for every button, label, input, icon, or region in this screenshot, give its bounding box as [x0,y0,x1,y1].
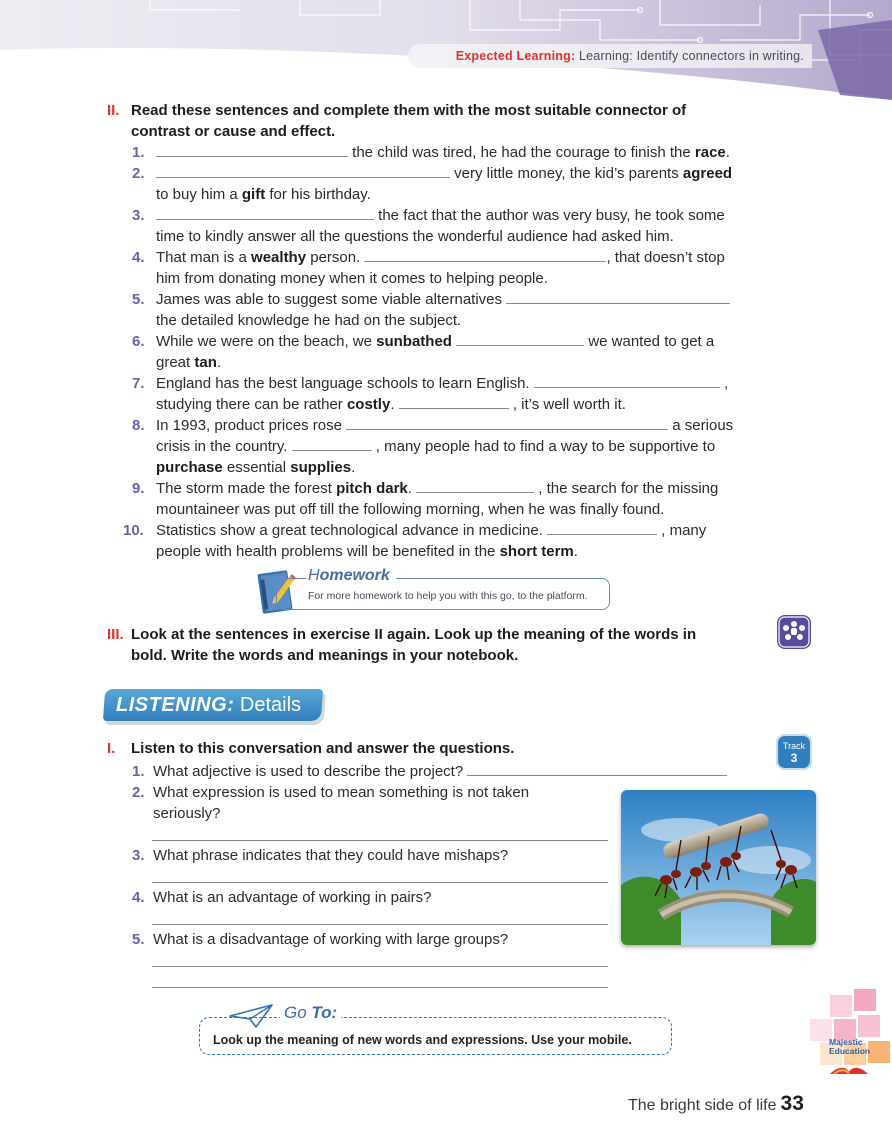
item-text: person. [306,249,361,266]
item-text: mountaineer was put off till the following morning, when he was finally found. [156,501,665,518]
exercise-item-6 [132,331,714,352]
exercise-item-2-cont [156,184,371,205]
question-2 [132,782,529,803]
item-number: 5. [132,291,145,308]
bold-word: tan [194,354,217,371]
question-2-cont [153,803,221,824]
goto-bold: To: [311,1003,338,1022]
item-text: to buy him a [156,186,242,203]
exercise-item-2 [132,163,732,184]
ants-teamwork-photo [621,790,816,945]
item-number: 6. [132,333,145,350]
listening-number: I. [107,740,116,757]
item-text: the child was tired, he had the courage to finish the [352,144,695,161]
item-text: While we were on the beach, we [156,333,377,350]
question-text: What phrase indicates that they could have mishaps? [153,847,509,864]
section-iii-instruction [107,624,696,666]
answer-line-4[interactable] [152,924,608,925]
item-text: The storm made the forest [156,480,337,497]
item-text: great [156,354,195,371]
track-label: Track [782,741,806,751]
answer-blank[interactable] [547,520,657,535]
section-iii-line2: bold. Write the words and meanings in your notebook. [131,647,519,664]
bold-word: short term [499,543,574,560]
exercise-item-1 [132,142,730,163]
answer-blank[interactable] [156,142,348,157]
section-iii-line1: Look at the sentences in exercise II again. Look up the meaning of the words in [131,626,697,643]
item-text: , [723,375,729,392]
item-text: James was able to suggest some viable alternatives [156,291,503,308]
bold-word: wealthy [251,249,307,266]
publisher-logo-book-icon [828,1060,870,1078]
homework-text: For more homework to help you with this go, to the platform. [308,590,588,602]
item-number: 3. [132,207,145,224]
bold-word: gift [241,186,266,203]
bold-word: pitch dark [336,480,408,497]
answer-line-2[interactable] [152,840,608,841]
item-text: . [725,144,730,161]
exercise-item-4 [132,247,725,268]
exercise-item-9-cont [156,499,664,520]
answer-blank[interactable] [364,247,606,262]
exercise-item-5-cont [156,310,461,331]
item-text: , many people had to find a way to be supportive to [375,438,716,455]
question-number: 3. [132,847,145,864]
answer-blank[interactable] [534,373,720,388]
item-text: . [573,543,578,560]
goto-title [280,1003,341,1023]
item-number: 7. [132,375,145,392]
item-text: . [407,480,412,497]
group-work-icon [776,614,812,650]
question-text: What is an advantage of working in pairs? [153,889,432,906]
item-number: 9. [132,480,145,497]
item-text: the fact that the author was very busy, he took some [378,207,725,224]
question-5 [132,929,508,950]
exercise-item-9 [132,478,718,499]
listening-title [116,692,301,718]
answer-blank[interactable] [467,761,727,776]
item-text: we wanted to get a [588,333,715,350]
expected-learning-label: Expected Learning: [455,49,576,63]
section-ii-instruction-line2: contrast or cause and effect. [131,123,336,140]
homework-title-rest: omework [319,567,390,584]
exercise-item-10-cont [156,541,578,562]
answer-blank[interactable] [346,415,668,430]
section-ii-number: II. [107,102,120,119]
listening-instruction [107,738,514,759]
question-number: 4. [132,889,145,906]
page-footer [628,1092,804,1116]
expected-learning-banner [408,44,812,68]
item-text: England has the best language schools to learn English. [156,375,530,392]
question-number: 2. [132,784,145,801]
question-4 [132,887,432,908]
item-text: him from donating money when it comes to helping people. [156,270,548,287]
item-text: very little money, the kid’s parents [454,165,683,182]
listening-instruction-text: Listen to this conversation and answer the questions. [131,740,515,757]
goto-text: Look up the meaning of new words and expressions. Use your mobile. [213,1033,632,1047]
item-text: for his birthday. [265,186,371,203]
track-number: 3 [790,751,798,765]
goto-prefix: Go [284,1003,307,1022]
bold-word: purchase [156,459,223,476]
item-number: 8. [132,417,145,434]
exercise-item-4-cont [156,268,548,289]
item-text: a serious [672,417,734,434]
expected-learning-text: Learning: Identify connectors in writing. [579,49,804,63]
answer-line-5a[interactable] [152,966,608,967]
item-text: In 1993, product prices rose [156,417,342,434]
exercise-item-8-cont [156,436,715,457]
item-text: , many [661,522,707,539]
exercise-item-7-cont [156,394,626,415]
question-3 [132,845,508,866]
item-number: 4. [132,249,145,266]
section-iii-number: III. [107,626,124,643]
logo-line1: Majestic [829,1037,863,1047]
item-text: people with health problems will be benefited in the [156,543,500,560]
item-text: , that doesn’t stop [606,249,725,266]
item-text: , it’s well worth it. [512,396,626,413]
answer-line-5b[interactable] [152,987,608,988]
item-text: Statistics show a great technological advance in medicine. [156,522,543,539]
exercise-item-10 [123,520,706,541]
bold-word: sunbathed [376,333,452,350]
bold-word: costly [346,396,391,413]
answer-blank[interactable] [399,394,509,409]
answer-blank[interactable] [292,436,372,451]
question-text: What adjective is used to describe the project? [153,763,464,780]
item-text: , the search for the missing [538,480,719,497]
item-text: studying there can be rather [156,396,347,413]
logo-line2: Education [829,1046,871,1056]
question-text: What expression is used to mean something is not taken [153,784,530,801]
item-text: . [216,354,222,371]
item-text: . [390,396,395,413]
homework-title-first: H [308,567,320,584]
item-text: That man is a [156,249,252,266]
item-number: 1. [132,144,145,161]
answer-blank[interactable] [156,163,450,178]
answer-blank[interactable] [156,205,374,220]
item-number: 10. [123,522,144,539]
item-text: . [351,459,356,476]
answer-blank[interactable] [456,331,584,346]
exercise-item-5 [132,289,730,310]
homework-title [306,567,396,585]
footer-title: The bright side of life [628,1097,777,1114]
question-text: seriously? [153,805,221,822]
listening-title-rest: Details [239,694,302,716]
bold-word: race [694,144,726,161]
item-text: essential [222,459,291,476]
exercise-item-8-cont2 [156,457,355,478]
exercise-item-7 [132,373,728,394]
section-ii-instruction-line1: Read these sentences and complete them with the most suitable connector of [131,102,687,119]
section-ii-instruction [107,100,686,142]
item-text: the detailed knowledge he had on the subject. [156,312,462,329]
question-1 [132,761,727,782]
exercise-item-8 [132,415,733,436]
answer-blank[interactable] [416,478,534,493]
exercise-item-3-cont [156,226,674,247]
item-number: 2. [132,165,145,182]
item-text: crisis in the country. [156,438,288,455]
item-text: time to kindly answer all the questions the wonderful audience had asked him. [156,228,674,245]
answer-line-3[interactable] [152,882,608,883]
publisher-logo [829,1038,870,1056]
bold-word: supplies [290,459,352,476]
question-number: 5. [132,931,145,948]
question-text: What is a disadvantage of working with large groups? [153,931,509,948]
exercise-item-3 [132,205,725,226]
track-badge[interactable] [776,734,812,770]
page-number: 33 [780,1092,804,1115]
question-number: 1. [132,763,145,780]
exercise-item-6-cont [156,352,221,373]
listening-title-bold: LISTENING: [116,694,235,716]
bold-word: agreed [682,165,733,182]
answer-blank[interactable] [506,289,730,304]
